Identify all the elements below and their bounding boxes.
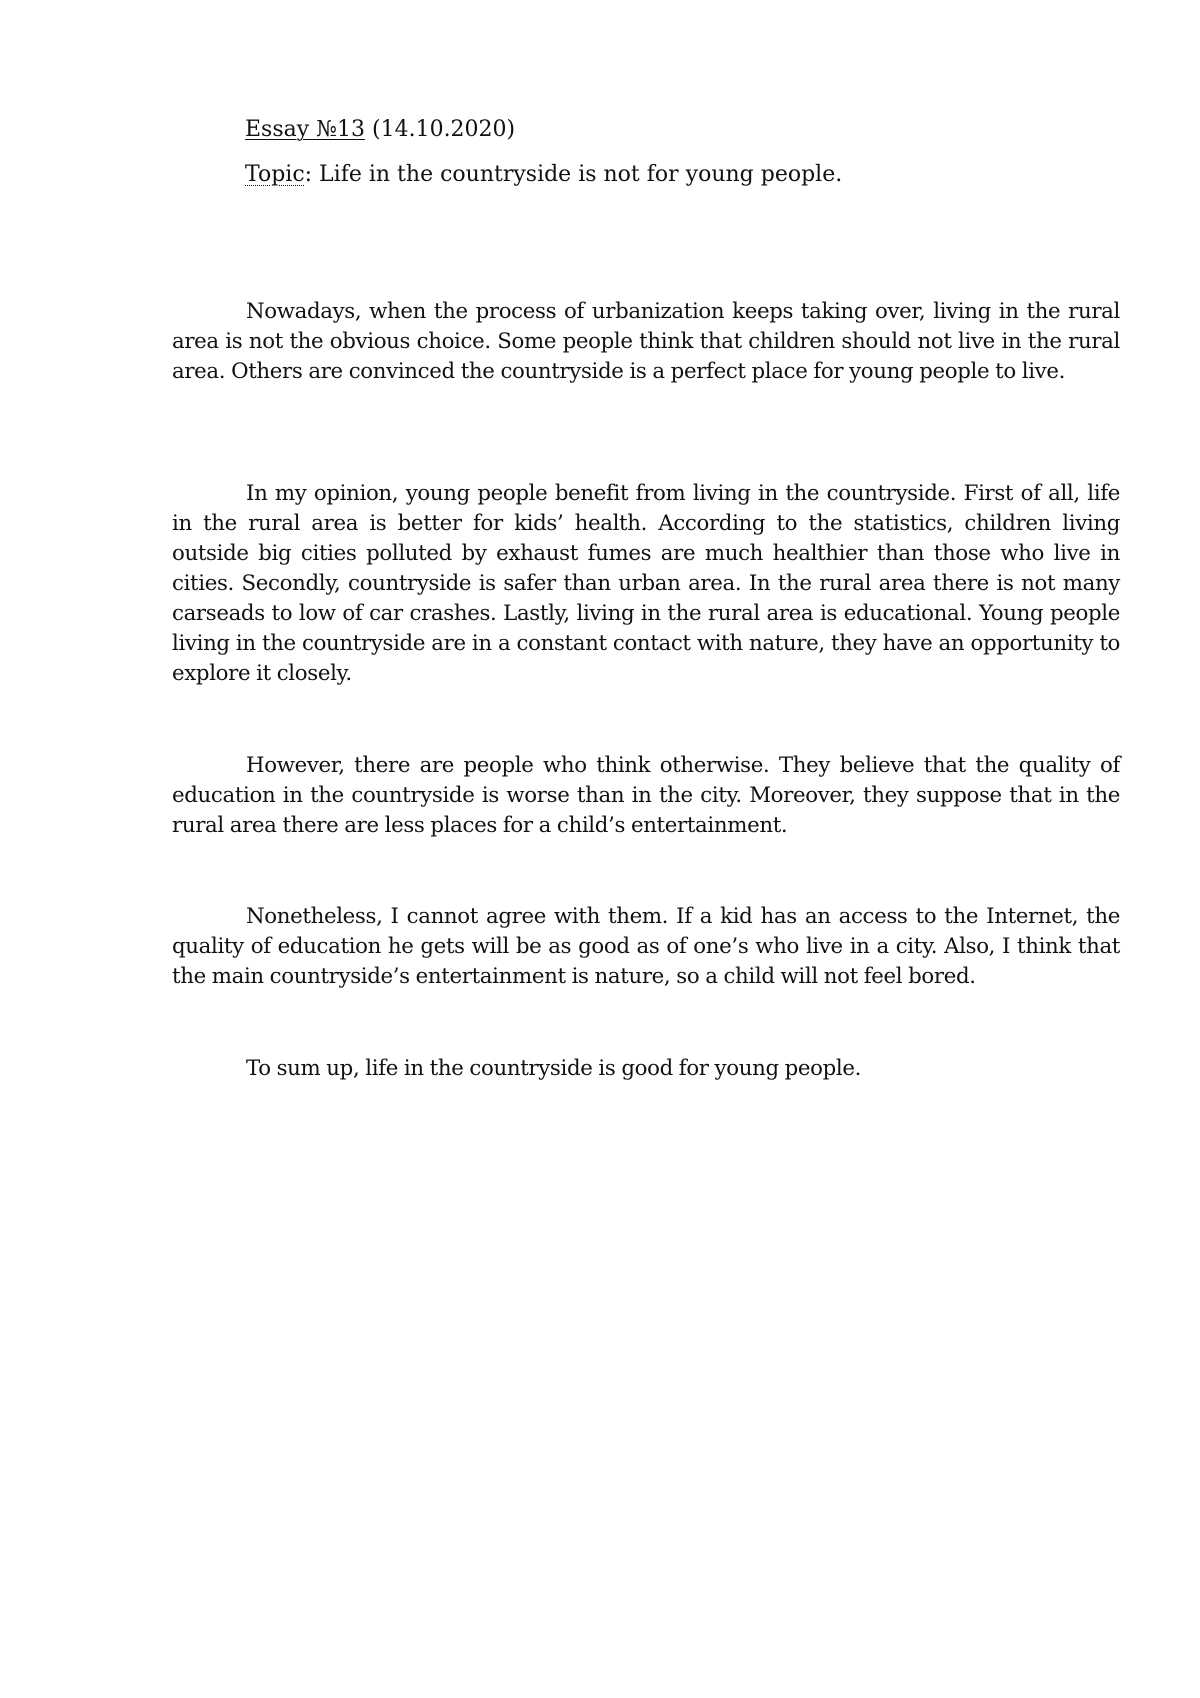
- essay-topic: [245, 160, 842, 190]
- topic-text: : Life in the countryside is not for young people.: [304, 162, 843, 187]
- paragraph-rebuttal: Nonetheless, I cannot agree with them. If a kid has an access to the Internet, the quality of education he gets will be as good as of one’s who live in a city. Also, I think that the main countryside’s entertainment is nature, so a child will not feel bored.: [172, 904, 1120, 989]
- paragraph-counterargument: However, there are people who think otherwise. They believe that the quality of education in the countryside is worse than in the city. Moreover, they suppose that in the rural area there are less places for a child’s entertainment.: [172, 753, 1120, 838]
- paragraph-introduction: Nowadays, when the process of urbanization keeps taking over, living in the rural area is not the obvious choice. Some people think that children should not live in the rural area. Others are convinced the countryside is a perfect place for young people to live.: [172, 299, 1120, 384]
- essay-number: Essay №13: [245, 117, 365, 142]
- essay-title: [245, 115, 515, 145]
- paragraph-opinion: In my opinion, young people benefit from living in the countryside. First of all, life in the rural area is better for kids’ health. According to the statistics, children living outside big cities polluted by exhaust fumes are much healthier than those who live in cities. Secondly, countryside is safer than urban area. In the rural area there is not many carseads to low of car crashes. Lastly, living in the rural area is educational. Young people living in the countryside are in a constant contact with nature, they have an opportunity to explore it closely.: [172, 481, 1120, 686]
- paragraph-conclusion: To sum up, life in the countryside is good for young people.: [246, 1056, 862, 1081]
- essay-date: (14.10.2020): [372, 117, 516, 142]
- topic-label: Topic: [245, 162, 305, 187]
